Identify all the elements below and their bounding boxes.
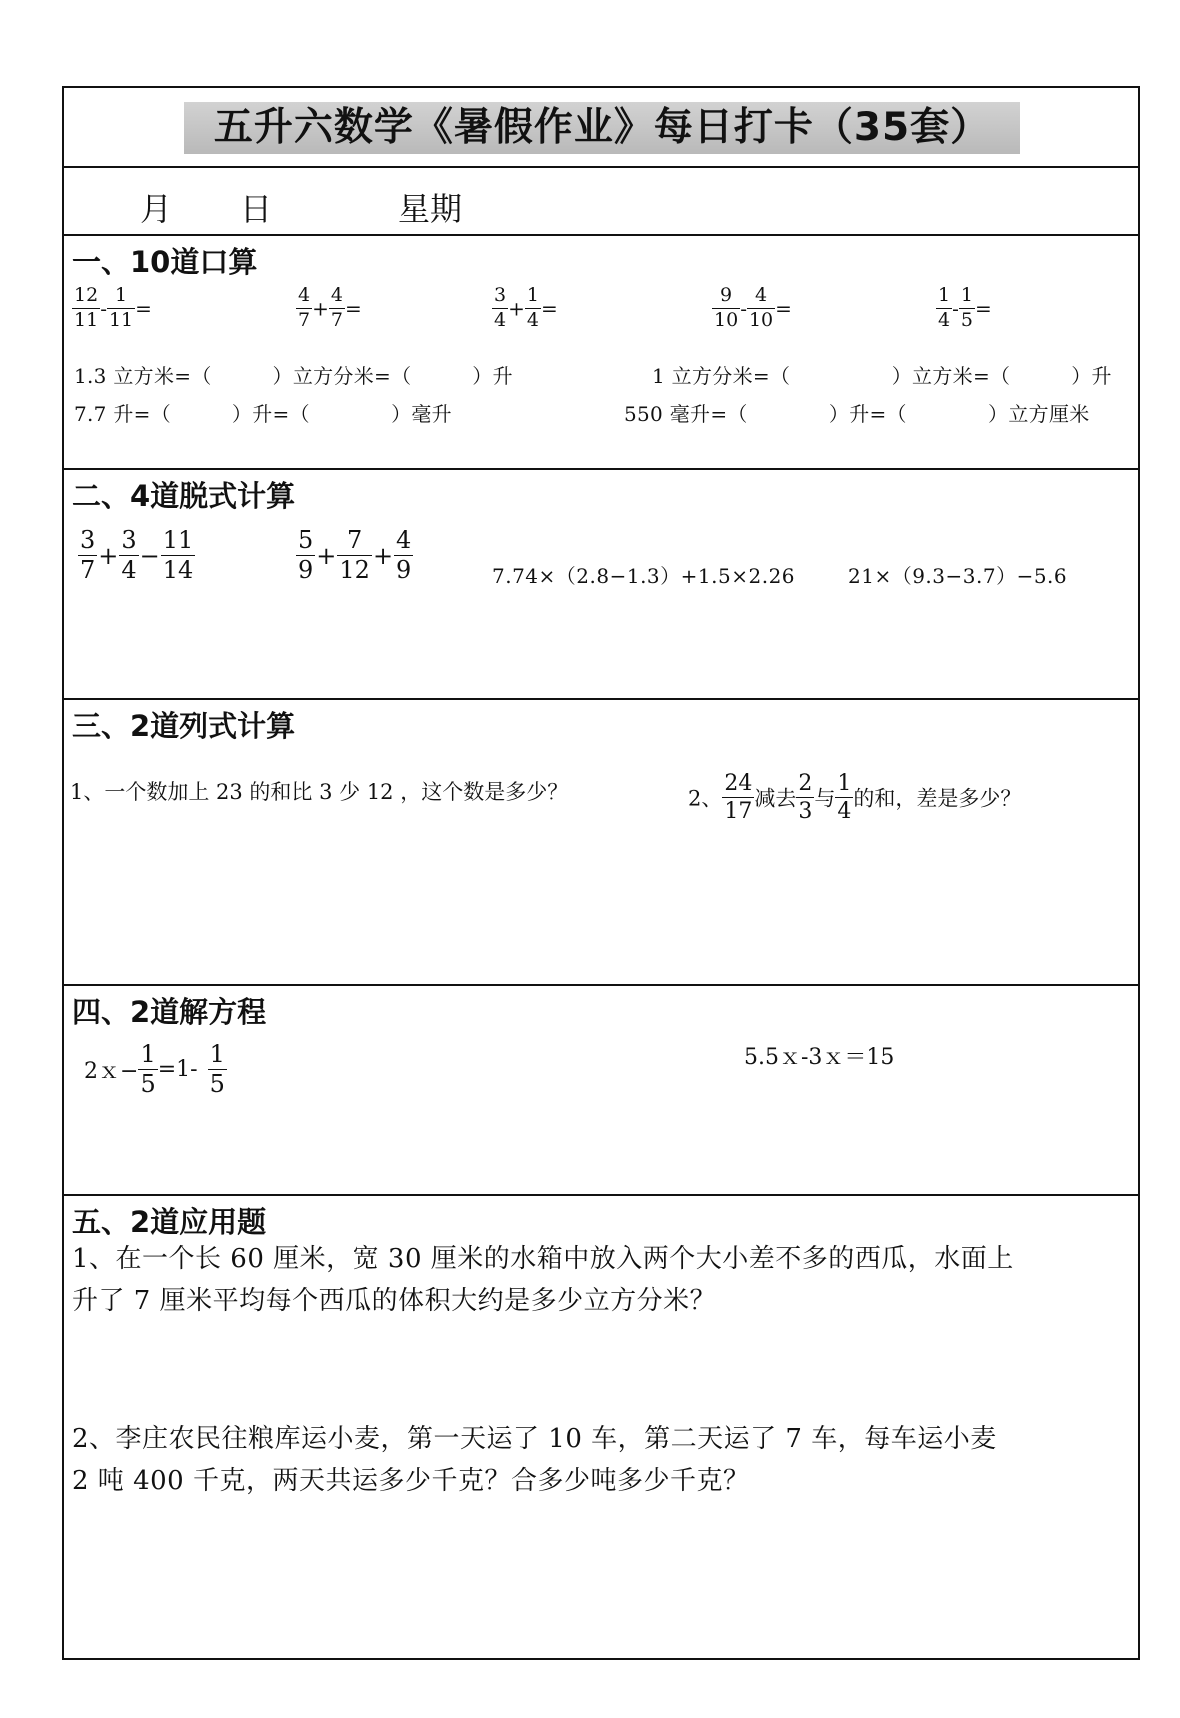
date-row [64, 168, 1138, 236]
section-word-problems [64, 1196, 1138, 1658]
oral-problem-4: $\frac{9}{10}$ - $\frac{4}{10}$ = [714, 284, 792, 331]
section-equation-from-words [64, 700, 1138, 986]
worksheet [62, 86, 1140, 1660]
section-heading: 二、4道脱式计算 [72, 479, 296, 513]
weekday-label: 星期 [398, 190, 463, 228]
oral-problem-3: $\frac{3}{4}$ + $\frac{1}{4}$ = [494, 284, 558, 331]
section-heading: 四、2道解方程 [72, 995, 267, 1029]
conversion-1: 1.3 立方米=（ ）立方分米=（ ）升 [74, 364, 513, 388]
word-problem-2-line-2: 2 吨 400 千克，两天共运多少千克？合多少吨多少千克？ [72, 1466, 750, 1496]
section-heading: 一、10道口算 [72, 245, 258, 279]
step-problem-1: $\frac{3}{7}$ + $\frac{3}{4}$ − $\frac{11}{14}$ [80, 526, 194, 585]
oral-problem-2: $\frac{4}{7}$ + $\frac{4}{7}$ = [298, 284, 362, 331]
word-calc-1: 1、一个数加上 23 的和比 3 少 12 ，这个数是多少？ [70, 780, 569, 804]
step-problem-2: $\frac{5}{9}$ + $\frac{7}{12}$ + $\frac{4}{9}$ [298, 526, 412, 585]
word-problem-1-line-2: 升了 7 厘米平均每个西瓜的体积大约是多少立方分米？ [72, 1286, 717, 1316]
section-step-calc [64, 470, 1138, 700]
step-problem-4: 21×（9.3−3.7）−5.6 [848, 564, 1068, 588]
day-label: 日 [240, 190, 273, 228]
word-problem-2-line-1: 2、李庄农民往粮库运小麦，第一天运了 10 车，第二天运了 7 车，每车运小麦 [72, 1424, 997, 1454]
month-label: 月 [140, 190, 173, 228]
page-title: 五升六数学《暑假作业》每日打卡（35套） [184, 102, 1020, 154]
word-problem-1-line-1: 1、在一个长 60 厘米，宽 30 厘米的水箱中放入两个大小差不多的西瓜，水面上 [72, 1244, 1014, 1274]
section-solve-equations [64, 986, 1138, 1196]
section-oral-calc [64, 236, 1138, 470]
conversion-4: 550 毫升=（ ）升=（ ）立方厘米 [624, 402, 1090, 426]
oral-problem-1: $\frac{12}{11}$ - $\frac{1}{11}$ = [74, 284, 152, 331]
oral-problem-5: $\frac{1}{4}$ - $\frac{1}{5}$ = [938, 284, 992, 331]
equation-1: 2ｘ− $\frac{1}{5}$ =1- $\frac{1}{5}$ [84, 1040, 225, 1099]
section-heading: 五、2道应用题 [72, 1205, 267, 1239]
title-row [64, 88, 1138, 168]
equation-2: 5.5ｘ-3ｘ＝15 [744, 1045, 895, 1070]
conversion-3: 7.7 升=（ ）升=（ ）毫升 [74, 402, 452, 426]
word-calc-2: 2、 $\frac{24}{17}$ 减去 $\frac{2}{3}$ 与 $\frac{1}{4}$ 的和，差是多少？ [688, 771, 1022, 825]
conversion-2: 1 立方分米=（ ）立方米=（ ）升 [652, 364, 1112, 388]
step-problem-3: 7.74×（2.8−1.3）+1.5×2.26 [492, 564, 796, 588]
section-heading: 三、2道列式计算 [72, 709, 296, 743]
